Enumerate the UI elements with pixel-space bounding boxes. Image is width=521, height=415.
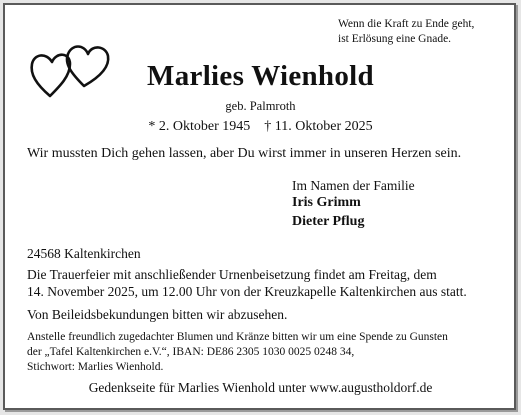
family-member-name: Dieter Pflug: [292, 214, 365, 229]
donation-line-2: der „Tafel Kaltenkirchen e.V.“, IBAN: DE86 2305 1030 0025 0248 34,: [27, 346, 355, 358]
family-intro: Im Namen der Familie: [292, 178, 415, 193]
donation-request: [27, 330, 448, 375]
motto-line-1: Wenn die Kraft zu Ende geht,: [338, 18, 475, 30]
motto-quote: [338, 17, 474, 47]
life-dates: * 2. Oktober 1945 † 11. Oktober 2025: [148, 119, 373, 134]
service-line-2: 14. November 2025, um 12.00 Uhr von der Kreuzkapelle Kaltenkirchen aus statt.: [27, 284, 467, 299]
birth-name: geb. Palmroth: [225, 99, 296, 113]
condolences-note: Von Beileidsbekundungen bitten wir abzusehen.: [27, 307, 288, 322]
service-details: [27, 266, 467, 300]
farewell-message: Wir mussten Dich gehen lassen, aber Du wirst immer in unseren Herzen sein.: [27, 146, 462, 161]
location: 24568 Kaltenkirchen: [27, 246, 141, 261]
family-member-name: Iris Grimm: [292, 195, 361, 210]
donation-line-3: Stichwort: Marlies Wienhold.: [27, 361, 164, 373]
memorial-page-link[interactable]: Gedenkseite für Marlies Wienhold unter www.augustholdorf.de: [88, 380, 433, 395]
donation-line-1: Anstelle freundlich zugedachter Blumen und Kränze bitten wir um eine Spende zu Gunsten: [27, 331, 448, 343]
deceased-name: Marlies Wienhold: [147, 60, 374, 92]
service-line-1: Die Trauerfeier mit anschließender Urnenbeisetzung findet am Freitag, dem: [27, 267, 437, 282]
motto-line-2: ist Erlösung eine Gnade.: [338, 33, 452, 45]
